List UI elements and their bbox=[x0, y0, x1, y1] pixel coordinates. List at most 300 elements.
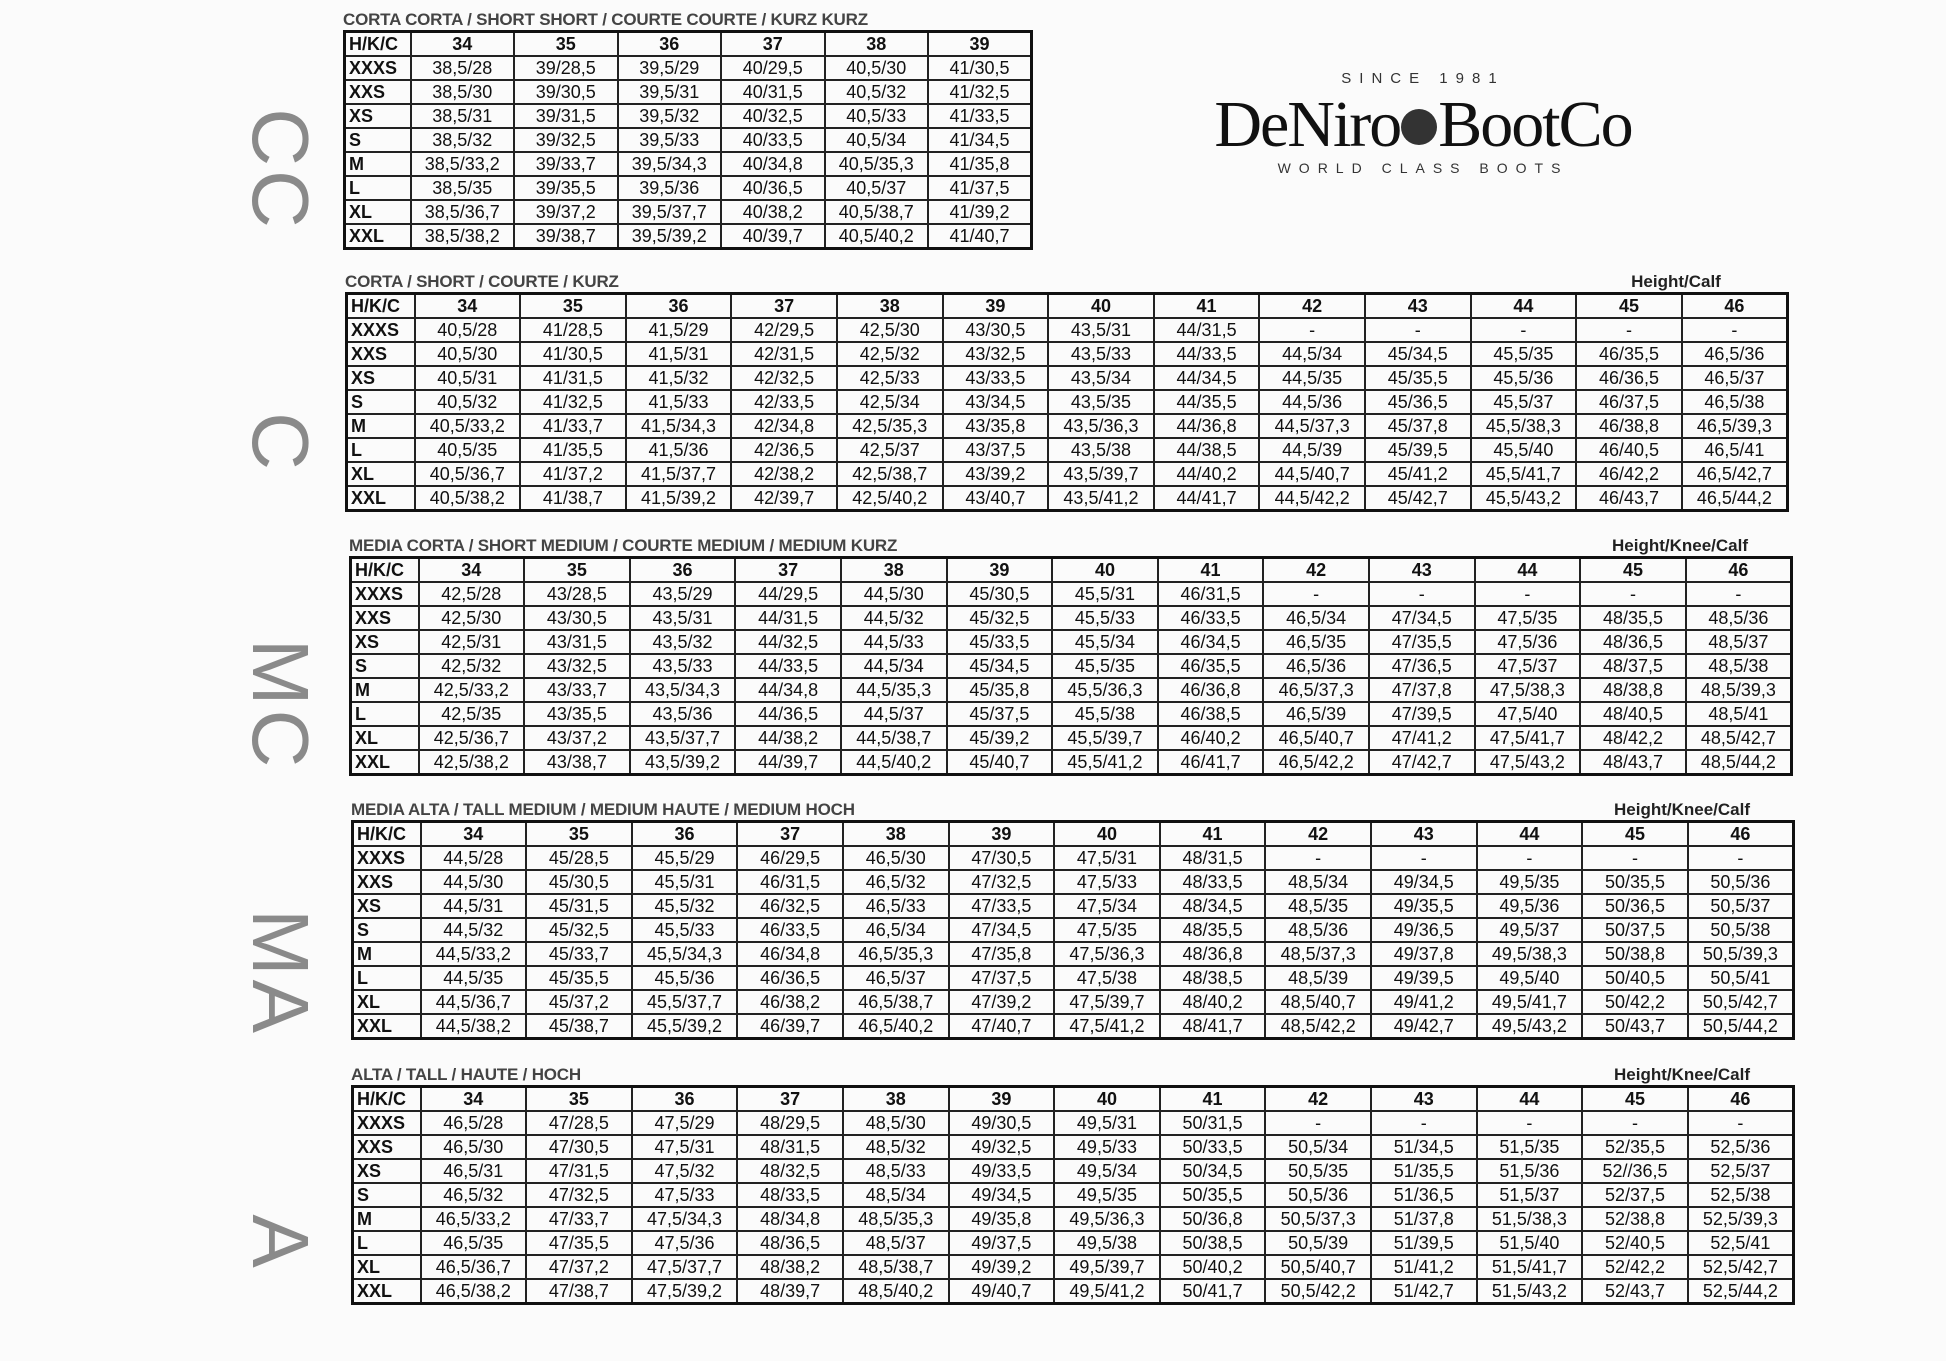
table-row bbox=[345, 224, 1032, 249]
table-cell: 50,5/42,2 bbox=[1265, 1279, 1371, 1304]
table-cell: - bbox=[1477, 846, 1583, 870]
table-cell: 49,5/38,3 bbox=[1477, 942, 1583, 966]
column-header: 38 bbox=[843, 1087, 949, 1112]
table-cell: 51,5/36 bbox=[1477, 1159, 1583, 1183]
table-cell: 51,5/35 bbox=[1477, 1135, 1583, 1159]
table-cell: 41,5/33 bbox=[626, 390, 732, 414]
table-cell: 46,5/34 bbox=[843, 918, 949, 942]
table-cell: - bbox=[1582, 846, 1688, 870]
table-cell: 49,5/35 bbox=[1054, 1183, 1160, 1207]
table-cell: 42,5/35 bbox=[419, 702, 525, 726]
table-row bbox=[347, 414, 1788, 438]
table-cell: - bbox=[1369, 582, 1475, 606]
table-cell: 44,5/33,2 bbox=[421, 942, 527, 966]
table-cell: 52,5/39,3 bbox=[1688, 1207, 1794, 1231]
table-cell: 40,5/35 bbox=[415, 438, 521, 462]
table-cell: 46/33,5 bbox=[737, 918, 843, 942]
table-cell: 48,5/34 bbox=[843, 1183, 949, 1207]
table-cell: 48,5/37 bbox=[843, 1231, 949, 1255]
table-cell: 49,5/31 bbox=[1054, 1111, 1160, 1135]
column-header: 36 bbox=[626, 294, 732, 319]
table-cell: 50,5/35 bbox=[1265, 1159, 1371, 1183]
corner-cell: H/K/C bbox=[351, 558, 419, 583]
table-cell: 43,5/32 bbox=[630, 630, 736, 654]
table-cell: 50,5/37 bbox=[1688, 894, 1794, 918]
table-row bbox=[353, 1159, 1794, 1183]
table-row bbox=[353, 918, 1794, 942]
table-cell: 46/43,7 bbox=[1576, 486, 1682, 511]
table-cell: 45,5/37,7 bbox=[632, 990, 738, 1014]
table-cell: 47/35,5 bbox=[1369, 630, 1475, 654]
table-row bbox=[353, 1255, 1794, 1279]
table-cell: 43,5/39,7 bbox=[1048, 462, 1154, 486]
table-cell: 40,5/31 bbox=[415, 366, 521, 390]
table-cell: 46/38,2 bbox=[737, 990, 843, 1014]
column-header: 43 bbox=[1371, 1087, 1477, 1112]
table-row bbox=[351, 678, 1792, 702]
table-cell: 44/31,5 bbox=[1154, 318, 1260, 342]
table-cell: - bbox=[1371, 1111, 1477, 1135]
corner-cell: H/K/C bbox=[353, 822, 421, 847]
table-cell: 48/41,7 bbox=[1160, 1014, 1266, 1039]
table-cell: 45,5/39,2 bbox=[632, 1014, 738, 1039]
row-header: L bbox=[353, 966, 421, 990]
table-header-row bbox=[345, 32, 1032, 57]
table-cell: 46,5/30 bbox=[843, 846, 949, 870]
table-cell: 48,5/42,2 bbox=[1265, 1014, 1371, 1039]
table-row bbox=[345, 200, 1032, 224]
table-cell: 43/40,7 bbox=[943, 486, 1049, 511]
table-cell: 43/31,5 bbox=[524, 630, 630, 654]
table-cell: 42/29,5 bbox=[731, 318, 837, 342]
table-cell: 45/42,7 bbox=[1365, 486, 1471, 511]
logo-since: SINCE 1981 bbox=[1341, 70, 1505, 87]
side-label-c: C bbox=[236, 412, 325, 474]
table-cell: 42,5/33 bbox=[837, 366, 943, 390]
table-cell: 46,5/39 bbox=[1263, 702, 1369, 726]
table-cell: 43,5/29 bbox=[630, 582, 736, 606]
table-cell: 52,5/42,7 bbox=[1688, 1255, 1794, 1279]
table-cell: 42,5/28 bbox=[419, 582, 525, 606]
table-cell: 42/31,5 bbox=[731, 342, 837, 366]
table-cell: 43/39,2 bbox=[943, 462, 1049, 486]
size-block-cc bbox=[343, 10, 1033, 250]
table-cell: 46/29,5 bbox=[737, 846, 843, 870]
table-cell: 51,5/37 bbox=[1477, 1183, 1583, 1207]
column-header: 42 bbox=[1265, 822, 1371, 847]
table-cell: 46,5/38 bbox=[1682, 390, 1788, 414]
table-cell: 38,5/28 bbox=[411, 56, 515, 80]
table-cell: 40,5/33 bbox=[825, 104, 929, 128]
table-cell: 50,5/41 bbox=[1688, 966, 1794, 990]
table-cell: 44/33,5 bbox=[1154, 342, 1260, 366]
table-cell: 46,5/37 bbox=[843, 966, 949, 990]
table-cell: 44,5/38,2 bbox=[421, 1014, 527, 1039]
table-cell: 43/28,5 bbox=[524, 582, 630, 606]
row-header: M bbox=[353, 942, 421, 966]
table-cell: 47,5/39,2 bbox=[632, 1279, 738, 1304]
column-header: 46 bbox=[1686, 558, 1792, 583]
table-cell: 49,5/33 bbox=[1054, 1135, 1160, 1159]
table-cell: 48,5/39,3 bbox=[1686, 678, 1792, 702]
table-cell: 46,5/38,2 bbox=[421, 1279, 527, 1304]
table-cell: 39,5/33 bbox=[618, 128, 722, 152]
column-header: 46 bbox=[1688, 1087, 1794, 1112]
table-cell: 46,5/36 bbox=[1682, 342, 1788, 366]
block-title: CORTA CORTA / SHORT SHORT / COURTE COURTE / KURZ KURZ bbox=[343, 10, 868, 29]
table-cell: 46/35,5 bbox=[1576, 342, 1682, 366]
table-cell: 48/31,5 bbox=[737, 1135, 843, 1159]
table-cell: - bbox=[1686, 582, 1792, 606]
column-header: 38 bbox=[843, 822, 949, 847]
table-cell: 44,5/40,7 bbox=[1259, 462, 1365, 486]
table-cell: 47,5/32 bbox=[632, 1159, 738, 1183]
table-cell: 47,5/38 bbox=[1054, 966, 1160, 990]
table-cell: 45,5/43,2 bbox=[1471, 486, 1577, 511]
column-header: 35 bbox=[520, 294, 626, 319]
column-header: 46 bbox=[1688, 822, 1794, 847]
table-cell: 48,5/33 bbox=[843, 1159, 949, 1183]
table-cell: - bbox=[1582, 1111, 1688, 1135]
table-cell: 44,5/39 bbox=[1259, 438, 1365, 462]
table-cell: 48,5/42,7 bbox=[1686, 726, 1792, 750]
side-label-ma: MA bbox=[236, 909, 325, 1037]
table-cell: 41/33,7 bbox=[520, 414, 626, 438]
size-table bbox=[351, 1085, 1795, 1305]
row-header: XXS bbox=[345, 80, 411, 104]
table-cell: 41/35,5 bbox=[520, 438, 626, 462]
table-cell: 44/38,5 bbox=[1154, 438, 1260, 462]
row-header: XXS bbox=[347, 342, 415, 366]
block-title: ALTA / TALL / HAUTE / HOCH bbox=[351, 1065, 581, 1084]
table-cell: 40,5/36,7 bbox=[415, 462, 521, 486]
row-header: XXXS bbox=[347, 318, 415, 342]
table-cell: 41/40,7 bbox=[928, 224, 1032, 249]
table-cell: 47/30,5 bbox=[526, 1135, 632, 1159]
table-cell: 38,5/33,2 bbox=[411, 152, 515, 176]
table-cell: 50/36,5 bbox=[1582, 894, 1688, 918]
column-header: 42 bbox=[1263, 558, 1369, 583]
table-cell: 41/37,2 bbox=[520, 462, 626, 486]
table-cell: 46,5/33 bbox=[843, 894, 949, 918]
table-cell: 47,5/35 bbox=[1475, 606, 1581, 630]
row-header: XXL bbox=[347, 486, 415, 511]
column-header: 39 bbox=[943, 294, 1049, 319]
table-row bbox=[345, 104, 1032, 128]
table-cell: 42/32,5 bbox=[731, 366, 837, 390]
corner-cell: H/K/C bbox=[345, 32, 411, 57]
row-header: M bbox=[345, 152, 411, 176]
size-table bbox=[349, 556, 1793, 776]
table-header-row bbox=[347, 294, 1788, 319]
column-header: 37 bbox=[721, 32, 825, 57]
table-cell: 42,5/34 bbox=[837, 390, 943, 414]
table-row bbox=[351, 726, 1792, 750]
column-header: 38 bbox=[825, 32, 929, 57]
table-cell: 45/35,8 bbox=[947, 678, 1053, 702]
table-cell: 47/37,5 bbox=[949, 966, 1055, 990]
table-header-row bbox=[351, 558, 1792, 583]
table-cell: 50/43,7 bbox=[1582, 1014, 1688, 1039]
table-cell: 48/37,5 bbox=[1580, 654, 1686, 678]
table-cell: 43,5/34,3 bbox=[630, 678, 736, 702]
row-header: XXXS bbox=[353, 846, 421, 870]
table-cell: 42,5/30 bbox=[837, 318, 943, 342]
table-header-row bbox=[353, 1087, 1794, 1112]
table-cell: 50/41,7 bbox=[1160, 1279, 1266, 1304]
table-cell: 47/28,5 bbox=[526, 1111, 632, 1135]
table-cell: 42,5/35,3 bbox=[837, 414, 943, 438]
row-header: L bbox=[347, 438, 415, 462]
table-row bbox=[347, 390, 1788, 414]
table-cell: 45,5/36,3 bbox=[1052, 678, 1158, 702]
row-header: M bbox=[347, 414, 415, 438]
table-cell: 45/39,5 bbox=[1365, 438, 1471, 462]
table-cell: 47/37,2 bbox=[526, 1255, 632, 1279]
table-cell: 40/38,2 bbox=[721, 200, 825, 224]
table-cell: 39/37,2 bbox=[514, 200, 618, 224]
table-cell: 47/32,5 bbox=[949, 870, 1055, 894]
table-cell: 45/36,5 bbox=[1365, 390, 1471, 414]
column-header: 35 bbox=[526, 822, 632, 847]
side-label-mc: MC bbox=[236, 638, 325, 772]
table-cell: 49,5/38 bbox=[1054, 1231, 1160, 1255]
table-cell: 49/32,5 bbox=[949, 1135, 1055, 1159]
table-cell: 47,5/33 bbox=[632, 1183, 738, 1207]
table-cell: 40,5/32 bbox=[825, 80, 929, 104]
row-header: XL bbox=[347, 462, 415, 486]
table-cell: 45/34,5 bbox=[1365, 342, 1471, 366]
table-cell: 44/38,2 bbox=[735, 726, 841, 750]
table-cell: 46/35,5 bbox=[1158, 654, 1264, 678]
row-header: S bbox=[345, 128, 411, 152]
table-cell: 43/30,5 bbox=[943, 318, 1049, 342]
table-cell: 48,5/37 bbox=[1686, 630, 1792, 654]
table-cell: - bbox=[1371, 846, 1477, 870]
table-cell: - bbox=[1477, 1111, 1583, 1135]
table-cell: - bbox=[1688, 846, 1794, 870]
table-cell: 48,5/41 bbox=[1686, 702, 1792, 726]
table-cell: 41,5/37,7 bbox=[626, 462, 732, 486]
table-cell: 41,5/31 bbox=[626, 342, 732, 366]
table-cell: 47/33,5 bbox=[949, 894, 1055, 918]
table-cell: 46/39,7 bbox=[737, 1014, 843, 1039]
logo-brand bbox=[1188, 88, 1658, 161]
table-cell: 42,5/40,2 bbox=[837, 486, 943, 511]
table-cell: 43/33,7 bbox=[524, 678, 630, 702]
table-cell: 42,5/32 bbox=[837, 342, 943, 366]
table-cell: 50,5/44,2 bbox=[1688, 1014, 1794, 1039]
table-cell: 46/40,2 bbox=[1158, 726, 1264, 750]
row-header: L bbox=[345, 176, 411, 200]
table-cell: 42/33,5 bbox=[731, 390, 837, 414]
column-header: 39 bbox=[928, 32, 1032, 57]
table-row bbox=[345, 176, 1032, 200]
size-table bbox=[343, 30, 1033, 250]
table-cell: 42/34,8 bbox=[731, 414, 837, 438]
table-cell: 46/33,5 bbox=[1158, 606, 1264, 630]
table-row bbox=[347, 318, 1788, 342]
row-header: M bbox=[351, 678, 419, 702]
block-measure-note: Height/Knee/Calf bbox=[1613, 1065, 1751, 1084]
column-header: 34 bbox=[415, 294, 521, 319]
table-cell: 44,5/35 bbox=[1259, 366, 1365, 390]
row-header: XS bbox=[345, 104, 411, 128]
table-cell: 44,5/30 bbox=[841, 582, 947, 606]
table-cell: 48,5/37,3 bbox=[1265, 942, 1371, 966]
table-cell: 47,5/38,3 bbox=[1475, 678, 1581, 702]
table-cell: 46,5/28 bbox=[421, 1111, 527, 1135]
table-cell: 45,5/33 bbox=[1052, 606, 1158, 630]
table-cell: 45/37,5 bbox=[947, 702, 1053, 726]
table-cell: 46,5/30 bbox=[421, 1135, 527, 1159]
table-cell: 51/42,7 bbox=[1371, 1279, 1477, 1304]
table-cell: 41/35,8 bbox=[928, 152, 1032, 176]
table-row bbox=[351, 606, 1792, 630]
table-cell: 48/31,5 bbox=[1160, 846, 1266, 870]
column-header: 46 bbox=[1682, 294, 1788, 319]
table-cell: - bbox=[1682, 318, 1788, 342]
table-cell: 41/32,5 bbox=[520, 390, 626, 414]
column-header: 40 bbox=[1054, 1087, 1160, 1112]
row-header: M bbox=[353, 1207, 421, 1231]
table-cell: 48/42,2 bbox=[1580, 726, 1686, 750]
row-header: XL bbox=[353, 990, 421, 1014]
table-cell: 46/40,5 bbox=[1576, 438, 1682, 462]
table-cell: 49,5/36 bbox=[1477, 894, 1583, 918]
table-cell: 39/35,5 bbox=[514, 176, 618, 200]
table-row bbox=[353, 990, 1794, 1014]
table-cell: 43,5/31 bbox=[1048, 318, 1154, 342]
row-header: XXXS bbox=[353, 1111, 421, 1135]
table-cell: 49/37,5 bbox=[949, 1231, 1055, 1255]
table-cell: 44,5/42,2 bbox=[1259, 486, 1365, 511]
column-header: 37 bbox=[737, 1087, 843, 1112]
table-row bbox=[347, 486, 1788, 511]
size-block-mc bbox=[349, 536, 1793, 776]
table-cell: 44/34,5 bbox=[1154, 366, 1260, 390]
row-header: XXS bbox=[351, 606, 419, 630]
table-cell: 49/41,2 bbox=[1371, 990, 1477, 1014]
column-header: 35 bbox=[524, 558, 630, 583]
table-cell: 48/35,5 bbox=[1580, 606, 1686, 630]
table-cell: 48/36,8 bbox=[1160, 942, 1266, 966]
table-cell: 45/33,7 bbox=[526, 942, 632, 966]
table-cell: 47,5/31 bbox=[1054, 846, 1160, 870]
table-row bbox=[351, 750, 1792, 775]
table-cell: 46,5/32 bbox=[421, 1183, 527, 1207]
row-header: XL bbox=[351, 726, 419, 750]
column-header: 42 bbox=[1259, 294, 1365, 319]
table-cell: 42,5/32 bbox=[419, 654, 525, 678]
corner-cell: H/K/C bbox=[347, 294, 415, 319]
table-row bbox=[351, 654, 1792, 678]
table-cell: 49,5/39,7 bbox=[1054, 1255, 1160, 1279]
table-cell: 42/38,2 bbox=[731, 462, 837, 486]
table-cell: 44,5/31 bbox=[421, 894, 527, 918]
table-cell: 44,5/28 bbox=[421, 846, 527, 870]
table-cell: 43/35,5 bbox=[524, 702, 630, 726]
table-cell: 43,5/34 bbox=[1048, 366, 1154, 390]
column-header: 37 bbox=[731, 294, 837, 319]
table-cell: - bbox=[1263, 582, 1369, 606]
table-cell: 49/30,5 bbox=[949, 1111, 1055, 1135]
table-cell: 48/34,8 bbox=[737, 1207, 843, 1231]
table-cell: 43,5/37,7 bbox=[630, 726, 736, 750]
row-header: XXXS bbox=[345, 56, 411, 80]
table-cell: 48/33,5 bbox=[737, 1183, 843, 1207]
table-cell: 40,5/37 bbox=[825, 176, 929, 200]
table-row bbox=[347, 462, 1788, 486]
table-cell: 47,5/36,3 bbox=[1054, 942, 1160, 966]
table-cell: 43,5/31 bbox=[630, 606, 736, 630]
table-cell: 47,5/40 bbox=[1475, 702, 1581, 726]
table-cell: 46/41,7 bbox=[1158, 750, 1264, 775]
column-header: 44 bbox=[1471, 294, 1577, 319]
block-title: MEDIA ALTA / TALL MEDIUM / MEDIUM HAUTE / MEDIUM HOCH bbox=[351, 800, 855, 819]
table-cell: 46,5/35 bbox=[421, 1231, 527, 1255]
table-cell: 44,5/34 bbox=[1259, 342, 1365, 366]
table-cell: 50/42,2 bbox=[1582, 990, 1688, 1014]
table-cell: 42,5/31 bbox=[419, 630, 525, 654]
logo-brand-left: DeNiro bbox=[1214, 88, 1401, 161]
table-cell: 41/34,5 bbox=[928, 128, 1032, 152]
table-cell: 43/32,5 bbox=[524, 654, 630, 678]
row-header: XS bbox=[353, 1159, 421, 1183]
table-cell: 45,5/32 bbox=[632, 894, 738, 918]
table-cell: 47,5/41,2 bbox=[1054, 1014, 1160, 1039]
table-cell: 39/32,5 bbox=[514, 128, 618, 152]
table-cell: 52/38,8 bbox=[1582, 1207, 1688, 1231]
table-cell: 43/37,2 bbox=[524, 726, 630, 750]
column-header: 34 bbox=[419, 558, 525, 583]
table-cell: 48,5/35 bbox=[1265, 894, 1371, 918]
table-cell: 41,5/36 bbox=[626, 438, 732, 462]
table-row bbox=[353, 1135, 1794, 1159]
table-cell: 48/38,2 bbox=[737, 1255, 843, 1279]
row-header: XXS bbox=[353, 1135, 421, 1159]
table-cell: 46,5/35,3 bbox=[843, 942, 949, 966]
table-cell: 46/36,5 bbox=[737, 966, 843, 990]
column-header: 44 bbox=[1477, 1087, 1583, 1112]
table-cell: 47,5/31 bbox=[632, 1135, 738, 1159]
row-header: XXL bbox=[345, 224, 411, 249]
table-cell: 46,5/33,2 bbox=[421, 1207, 527, 1231]
table-cell: 48,5/44,2 bbox=[1686, 750, 1792, 775]
table-cell: 46/34,5 bbox=[1158, 630, 1264, 654]
table-cell: 47/41,2 bbox=[1369, 726, 1475, 750]
table-cell: 40,5/40,2 bbox=[825, 224, 929, 249]
table-cell: 44/35,5 bbox=[1154, 390, 1260, 414]
table-cell: - bbox=[1576, 318, 1682, 342]
table-cell: 41,5/34,3 bbox=[626, 414, 732, 438]
column-header: 37 bbox=[735, 558, 841, 583]
table-cell: 52,5/37 bbox=[1688, 1159, 1794, 1183]
table-cell: 39,5/31 bbox=[618, 80, 722, 104]
column-header: 41 bbox=[1154, 294, 1260, 319]
table-cell: 45/28,5 bbox=[526, 846, 632, 870]
table-cell: 45,5/31 bbox=[1052, 582, 1158, 606]
table-cell: 48/38,5 bbox=[1160, 966, 1266, 990]
column-header: 43 bbox=[1365, 294, 1471, 319]
table-cell: 41/38,7 bbox=[520, 486, 626, 511]
table-cell: 43,5/33 bbox=[630, 654, 736, 678]
column-header: 34 bbox=[421, 822, 527, 847]
side-label-cc: CC bbox=[236, 108, 325, 232]
table-cell: 46/32,5 bbox=[737, 894, 843, 918]
table-cell: 50,5/36 bbox=[1688, 870, 1794, 894]
table-cell: 42,5/36,7 bbox=[419, 726, 525, 750]
